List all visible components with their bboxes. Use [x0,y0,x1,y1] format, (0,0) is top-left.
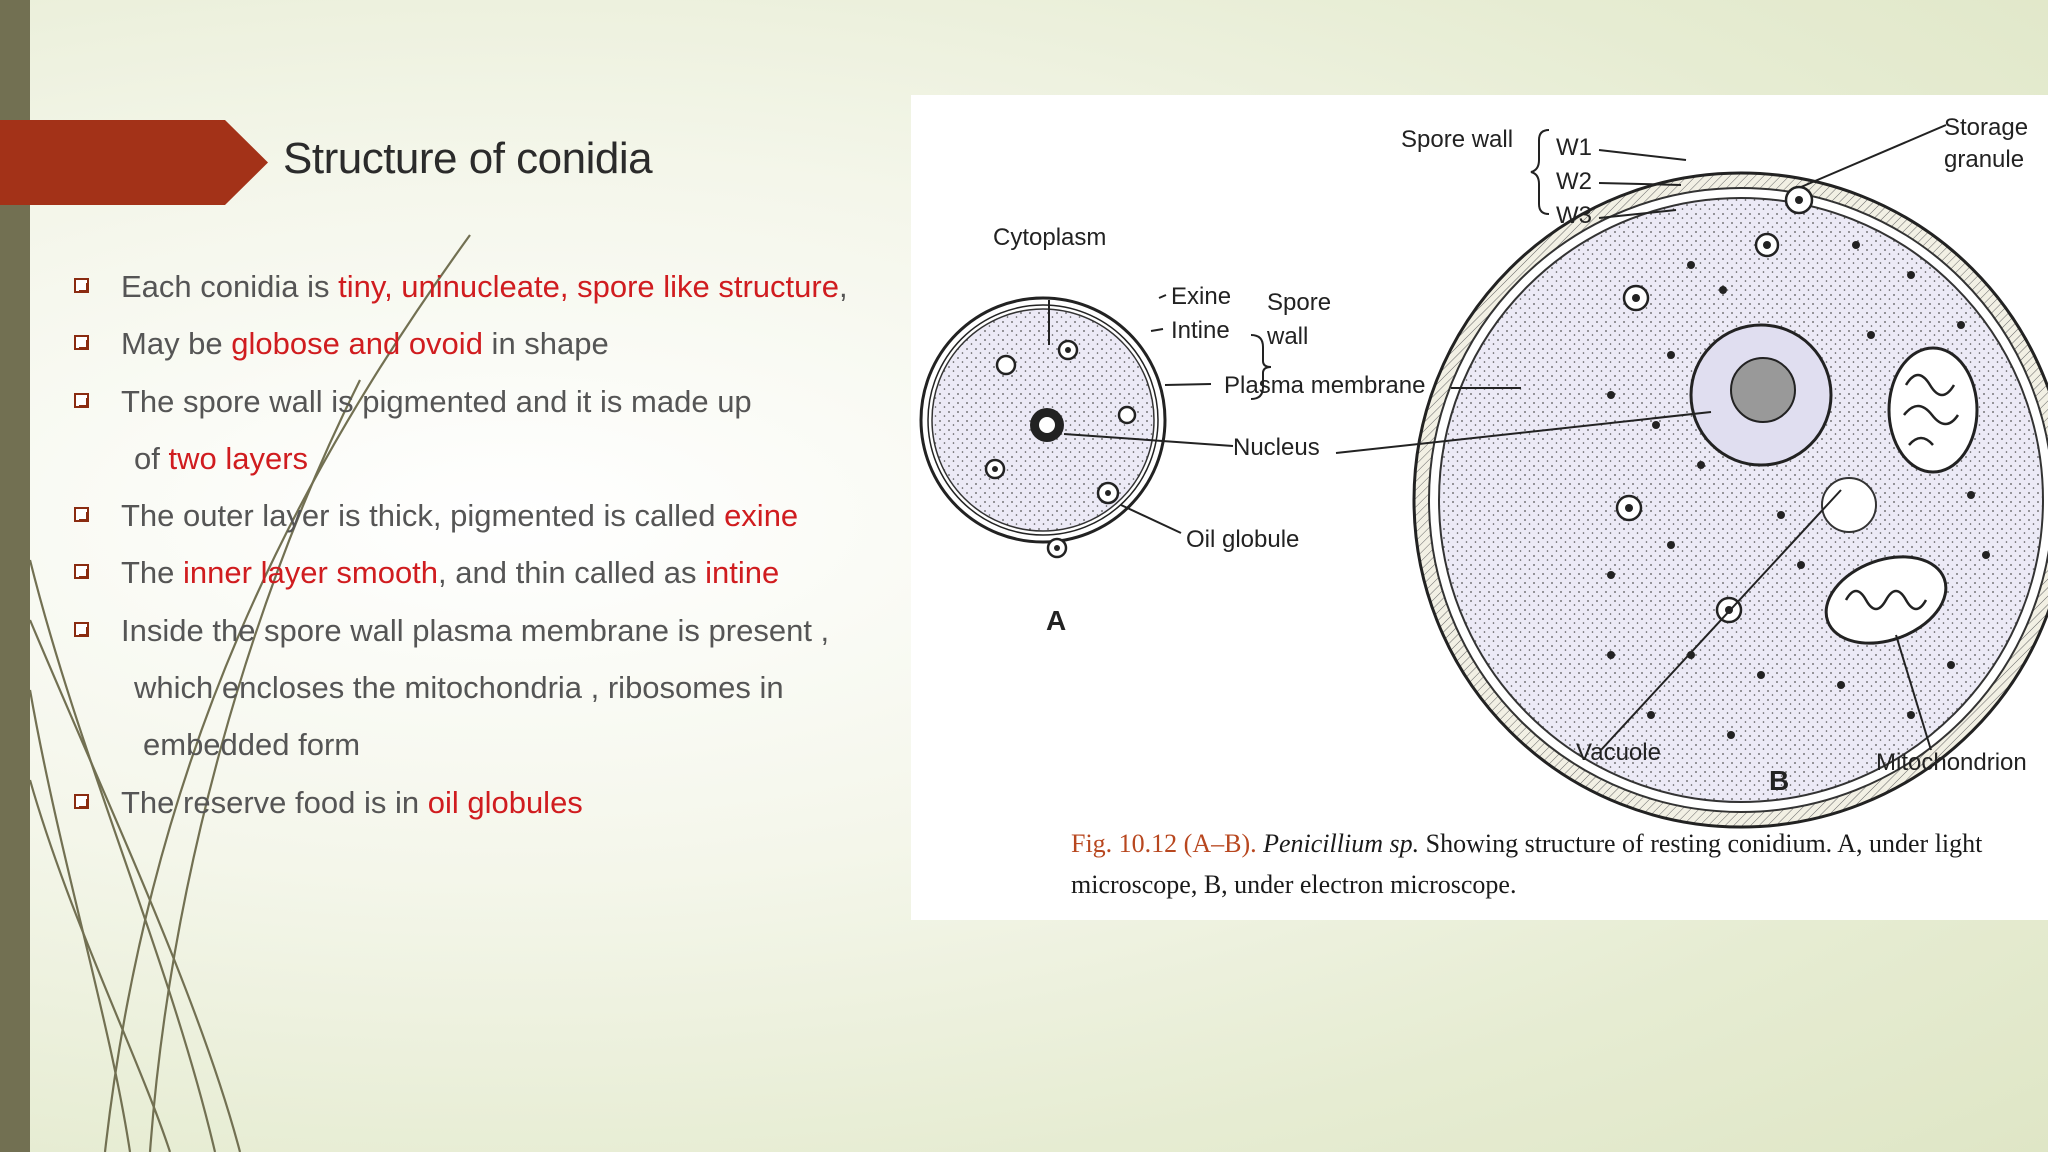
bullet-text: Each conidia is tiny, uninucleate, spore like structure, [121,269,848,304]
bullet-text: Inside the spore wall plasma membrane is present , [121,612,830,648]
conidium-diagram [911,95,2048,920]
figure-caption [1071,823,2021,905]
cell-a-diagram [921,298,1165,557]
checkbox-bullet-icon [74,393,89,408]
bullet-text: which encloses the mitochondria , ribosomes in [134,670,784,706]
bullet-item [70,487,870,544]
label-panel-b: B [1769,765,1790,796]
label-storage: Storage [1944,114,2029,141]
label-oil-globule: Oil globule [1186,526,1300,553]
caption-species: Penicillium sp. [1263,829,1420,858]
checkbox-bullet-icon [74,507,89,522]
label-w2: W2 [1556,168,1592,195]
label-wall: wall [1267,323,1309,350]
label-granule: granule [1944,146,2025,173]
cell-b-diagram [1414,173,2048,827]
label-nucleus: Nucleus [1233,434,1320,461]
caption-figure-label: Fig. 10.12 (A–B). [1071,829,1257,858]
checkbox-bullet-icon [74,278,89,293]
label-mitochondrion: Mitochondrion [1876,749,2027,776]
bullet-text: The spore wall is pigmented and it is made up [121,383,752,419]
bullet-text: May be globose and ovoid in shape [121,326,609,362]
label-w1: W1 [1556,134,1592,161]
label-w3: W3 [1556,202,1592,229]
bullet-text: The reserve food is in oil globules [121,784,583,820]
label-intine: Intine [1171,317,1230,344]
bullet-continuation [70,716,870,773]
title-banner [0,120,270,205]
slide-title: Structure of conidia [283,134,653,183]
label-plasma-membrane: Plasma membrane [1224,372,1426,399]
checkbox-bullet-icon [74,794,89,809]
checkbox-bullet-icon [74,335,89,350]
label-cytoplasm: Cytoplasm [993,224,1107,251]
label-spore-wall: Spore wall [1401,126,1514,153]
bullet-item [70,602,870,659]
conidium-figure [911,95,2048,920]
bullet-item [70,258,870,315]
bullet-item [70,315,870,372]
caption-text: Showing structure of resting conidium. A, under light microscope, B, under electron microscope. [1071,829,1983,899]
label-vacuole: Vacuole [1576,739,1661,766]
checkbox-bullet-icon [74,564,89,579]
label-panel-a: A [1046,605,1067,636]
bullet-text: The inner layer smooth, and thin called as intine [121,555,780,591]
label-exine: Exine [1171,283,1232,310]
bullet-item [70,544,870,601]
bullet-text: The outer layer is thick, pigmented is called exine [121,498,799,534]
bullet-list [70,258,870,831]
bullet-continuation [70,659,870,716]
bullet-text: of two layers [134,440,309,476]
checkbox-bullet-icon [74,622,89,637]
bullet-continuation [70,430,870,487]
bullet-text: embedded form [143,727,361,763]
bullet-item [70,774,870,831]
bullet-item [70,373,870,430]
label-spore: Spore [1267,289,1332,316]
